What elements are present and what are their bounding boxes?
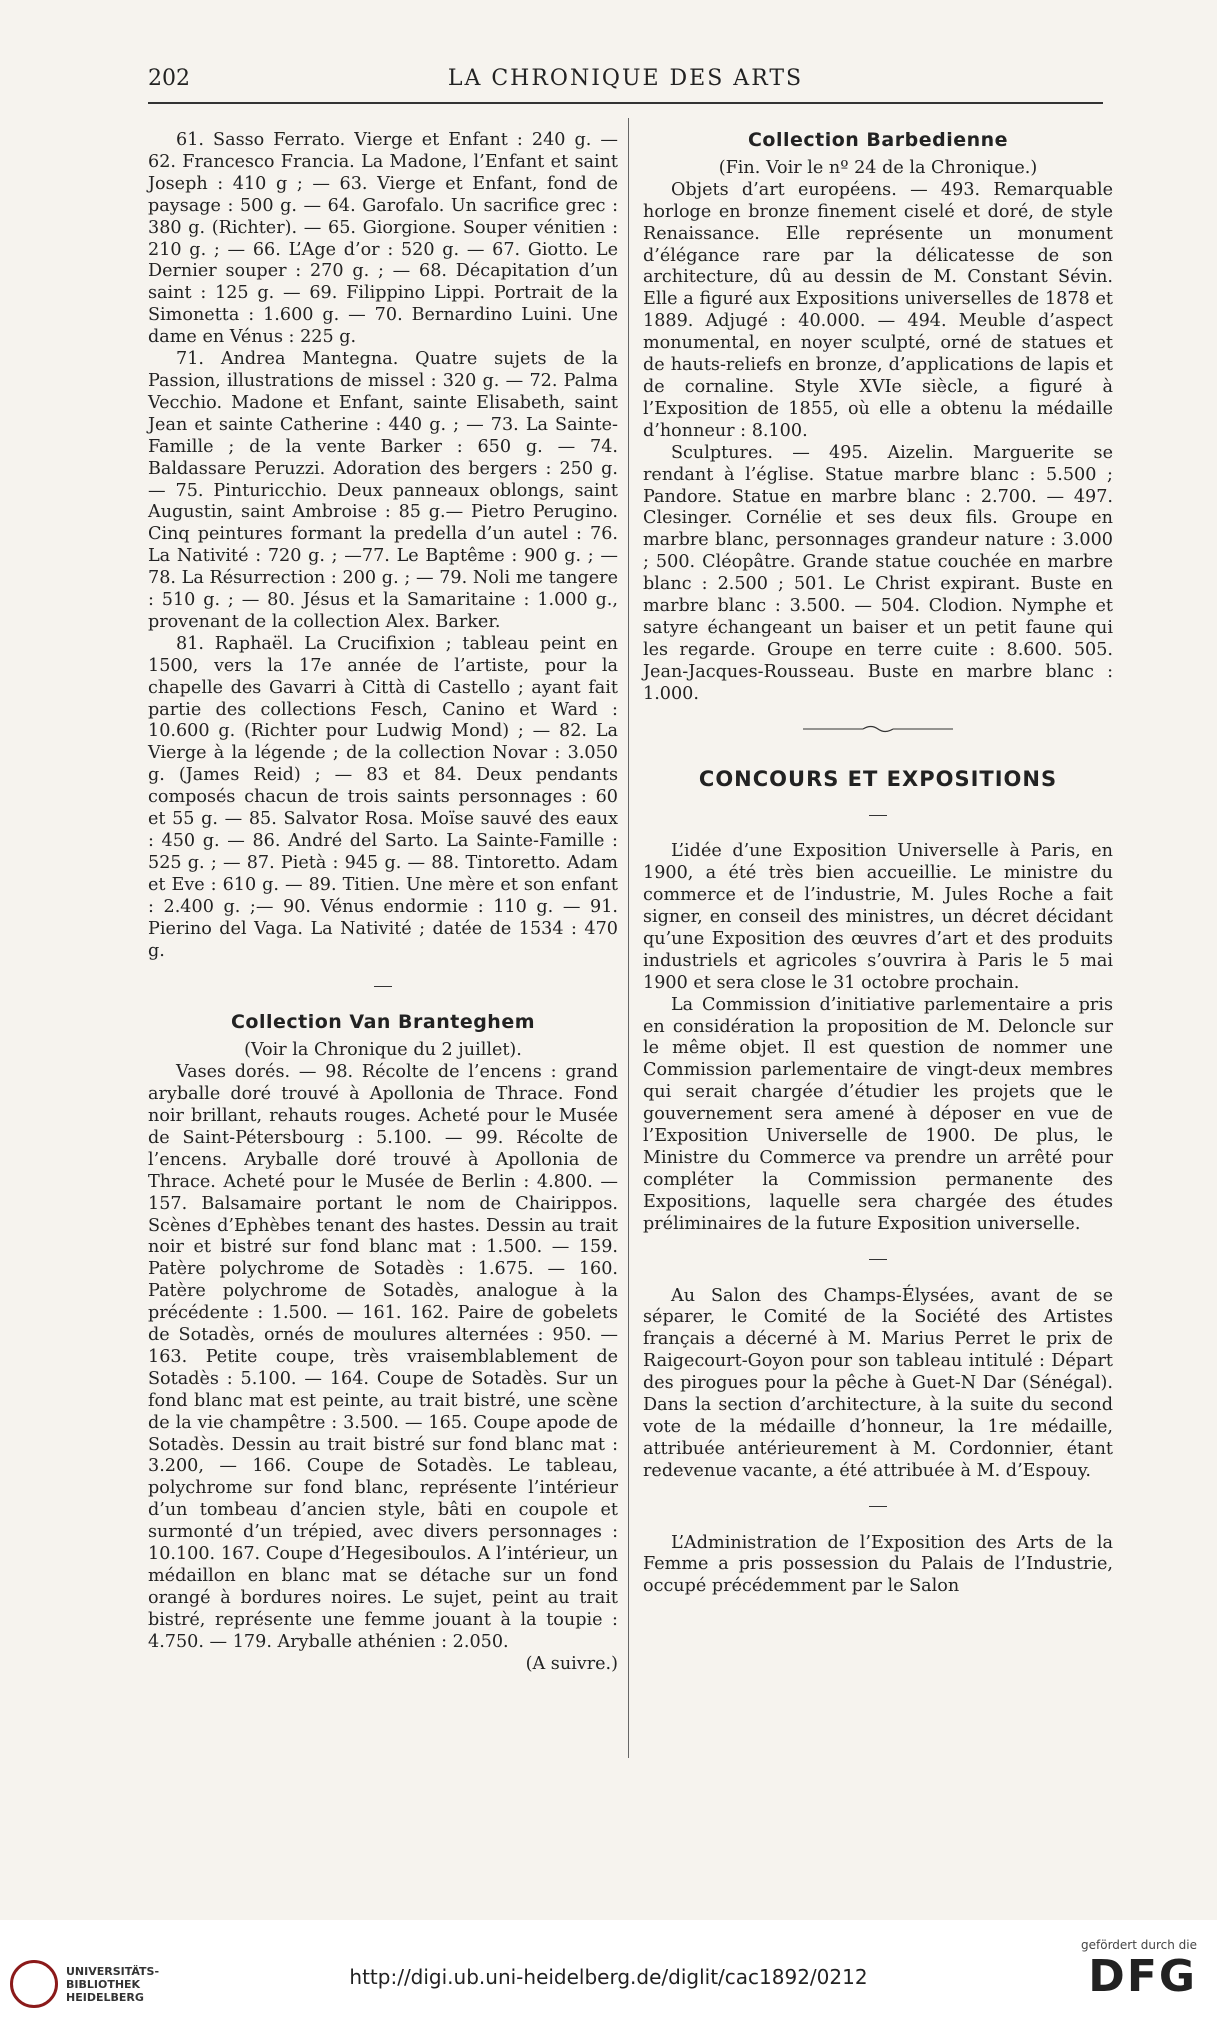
paragraph: 61. Sasso Ferrato. Vierge et Enfant : 240 g. — 62. Francesco Francia. La Madone, l’Enfant et saint Joseph : 410 g ; — 63. Vierge et Enfant, fond de paysage : 500 g. — 64. Garofalo. Un sacrifice grec : 380 g. (Richter). — 65. Giorgione. Souper vénitien : 210 g. ; — 66. L’Age d’or : 520 g. — 67. Giotto. Le Dernier souper : 270 g. ; — 68. Décapitation d’un saint : 125 g. — 69. Filippino Lippi. Portrait de la Simonetta : 1.600 g. — 70. Bernardino Luini. Une dame en Vénus : 225 g. xyxy=(148,130,618,348)
page-header xyxy=(148,62,1103,102)
ornament-icon xyxy=(803,724,953,734)
section-note: (Voir la Chronique du 2 juillet). xyxy=(244,1040,522,1061)
paragraph: L’Administration de l’Exposition des Arts de la Femme a pris possession du Palais de l’Industrie, occupé précédemment par le Salon xyxy=(643,1532,1113,1597)
section-separator xyxy=(148,976,618,998)
journal-title: LA CHRONIQUE DES ARTS xyxy=(447,66,804,91)
section-separator xyxy=(643,1250,1113,1272)
section-note: (Fin. Voir le nº 24 de la Chronique.) xyxy=(718,157,1038,178)
viewer-footer xyxy=(0,1920,1217,2023)
paragraph: Au Salon des Champs-Élysées, avant de se séparer, le Comité de la Société des Artistes français a décerné à M. Marius Perret le prix de Raigecourt-Goyon pour son tableau intitulé : Départ des pirogues pour la pêche à Guet-N Dar (Sénégal). Dans la section d’architecture, à la suite du second vote de la médaille d’honneur, la 1re médaille, attribuée antérieurement à M. Cordonnier, étant redevenue vacante, a été attribuée à M. d’Espouy. xyxy=(643,1285,1113,1481)
right-column xyxy=(643,130,1113,1598)
paragraph: 81. Raphaël. La Crucifixion ; tableau peint en 1500, vers la 17e année de l’artiste, pour la chapelle des Gavarri à Città di Castello ; ayant fait partie des collections Fesch, Canino et Ward : 10.600 g. (Richter pour Ludwig Mond) ; — 82. La Vierge à la légende ; de la collection Novar : 3.050 g. (James Reid) ; — 83 et 84. Deux pendants composés chacun de trois saints personnages : 60 et 55 g. — 85. Salvator Rosa. Moïse sauvé des eaux : 450 g. — 86. André del Sarto. La Sainte-Famille : 525 g. ; — 87. Pietà : 945 g. — 88. Tintoretto. Adam et Eve : 610 g. — 89. Titien. Une mère et son enfant : 2.400 g. ;— 90. Vénus endormie : 110 g. — 91. Pierino del Vaga. La Nativité ; datée de 1534 : 470 g. xyxy=(148,633,618,961)
dfg-label: DFG xyxy=(1088,1951,1197,2002)
section-title-van-branteghem: Collection Van Branteghem xyxy=(230,1011,536,1034)
to-follow-note: (A suivre.) xyxy=(525,1653,618,1674)
paragraph: 71. Andrea Mantegna. Quatre sujets de la Passion, illustrations de missel : 320 g. — 72. Palma Vecchio. Madone et Enfant, sainte Elisabeth, saint Jean et sainte Catherine : 440 g. ; — 73. La Sainte-Famille ; de la vente Barker : 650 g. — 74. Baldassare Peruzzi. Adoration des bergers : 250 g. — 75. Pinturicchio. Deux panneaux oblongs, saint Augustin, saint Ambroise : 85 g.— Pietro Perugino. Cinq peintures formant la predella d’un autel : 76. La Nativité : 720 g. ; —77. Le Baptême : 900 g. ; — 78. La Résurrection : 200 g. ; — 79. Noli me tangere : 510 g. ; — 80. Jésus et la Samaritaine : 1.000 g., provenant de la collection Alex. Barker. xyxy=(148,349,618,632)
paragraph: Objets d’art européens. — 493. Remarquable horloge en bronze finement ciselé et doré, de style Renaissance. Elle représente un monument d’élégance rare par la délicatesse de son architecture, dû au dessin de M. Constant Sévin. Elle a figuré aux Expositions universelles de 1878 et 1889. Adjugé : 40.000. — 494. Meuble d’aspect monumental, en noyer sculpté, orné de statues et de hauts-reliefs en bronze, d’applications de lapis et de cornaline. Style XVIe siècle, a figuré à l’Exposition de 1855, où elle a obtenu la médaille d’honneur : 8.100. xyxy=(643,179,1113,441)
dfg-logo xyxy=(1081,1938,1197,2002)
page-number: 202 xyxy=(148,66,190,91)
section-separator xyxy=(643,1497,1113,1519)
permalink-url[interactable]: http://digi.ub.uni-heidelberg.de/diglit/cac1892/0212 xyxy=(349,1965,868,1989)
header-rule xyxy=(148,102,1103,104)
section-separator xyxy=(643,805,1113,827)
ornament-divider xyxy=(643,720,1113,742)
concours-title: CONCOURS ET EXPOSITIONS xyxy=(698,767,1058,792)
section-title-barbedienne: Collection Barbedienne xyxy=(747,129,1009,151)
funded-by-label: gefördert durch die xyxy=(1081,1938,1197,1952)
paragraph: Sculptures. — 495. Aizelin. Marguerite se rendant à l’église. Statue marbre blanc : 5.500 ; Pandore. Statue en marbre blanc : 2.700. — 497. Clesinger. Cornélie et ses deux fils. Groupe en marbre blanc, personnages grandeur nature : 3.000 ; 500. Cléopâtre. Grande statue couchée en marbre blanc : 2.500 ; 501. Le Christ expirant. Buste en marbre blanc : 3.500. — 504. Clodion. Nymphe et satyre échangeant un baiser et un petit faune qui les regarde. Groupe en terre cuite : 8.600. 505. Jean-Jacques-Rousseau. Buste en marbre blanc : 1.000. xyxy=(643,442,1113,704)
paragraph: L’idée d’une Exposition Universelle à Paris, en 1900, a été très bien accueillie. Le ministre du commerce et de l’industrie, M. Jules Roche a fait signer, en conseil des ministres, un décret décidant qu’une Exposition des œuvres d’art et des produits industriels et agricoles s’ouvrira à Paris le 5 mai 1900 et sera close le 31 octobre prochain. xyxy=(643,841,1113,993)
left-column xyxy=(148,130,618,1676)
column-divider xyxy=(628,118,629,1758)
paragraph: La Commission d’initiative parlementaire a pris en considération la proposition de M. Deloncle sur le même objet. Il est question de nommer une Commission parlementaire de vingt-deux membres qui serait chargée d’étudier les projets que le gouvernement sera amené à déposer en vue de l’Exposition Universelle de 1900. De plus, le Ministre du Commerce va prendre un arrêté pour compléter la Commission permanente des Expositions, laquelle sera chargée des études préliminaires de la future Exposition universelle. xyxy=(643,994,1113,1234)
paragraph: Vases dorés. — 98. Récolte de l’encens : grand aryballe doré trouvé à Apollonia de Thrace. Fond noir brillant, rehauts rouges. Acheté pour le Musée de Saint-Pétersbourg : 5.100. — 99. Récolte de l’encens. Aryballe doré trouvé à Apollonia de Thrace. Acheté pour le Musée de Berlin : 4.800. — 157. Balsamaire portant le nom de Chairippos. Scènes d’Ephèbes tenant des hastes. Dessin au trait noir et bistré sur fond blanc mat : 1.500. — 159. Patère polychrome de Sotadès : 1.675. — 160. Patère polychrome de Sotadès, analogue à la précédente : 1.500. — 161. 162. Paire de gobelets de Sotadès, ornés de moulures alternées : 950. — 163. Petite coupe, très vraisemblablement de Sotadès : 5.100. — 164. Coupe de Sotadès. Sur un fond blanc mat est peinte, au trait bistré, une scène de la vie champêtre : 3.500. — 165. Coupe apode de Sotadès. Dessin au trait bistré sur fond blanc mat : 3.200, — 166. Coupe de Sotadès. Le tableau, polychrome sur fond blanc, représente l’intérieur d’un tombeau d’ancien style, bâti en coupole et surmonté d’un trépied, avec divers personnages : 10.100. 167. Coupe d’Hegesiboulos. A l’intérieur, un médaillon en blanc mat se détache sur un fond orangé à bordures noires. Le sujet, peint au trait bistré, représente une femme jouant à la toupie : 4.750. — 179. Aryballe athénien : 2.050. xyxy=(148,1062,618,1652)
library-name: UNIVERSITÄTS- BIBLIOTHEK HEIDELBERG xyxy=(66,1964,160,2004)
